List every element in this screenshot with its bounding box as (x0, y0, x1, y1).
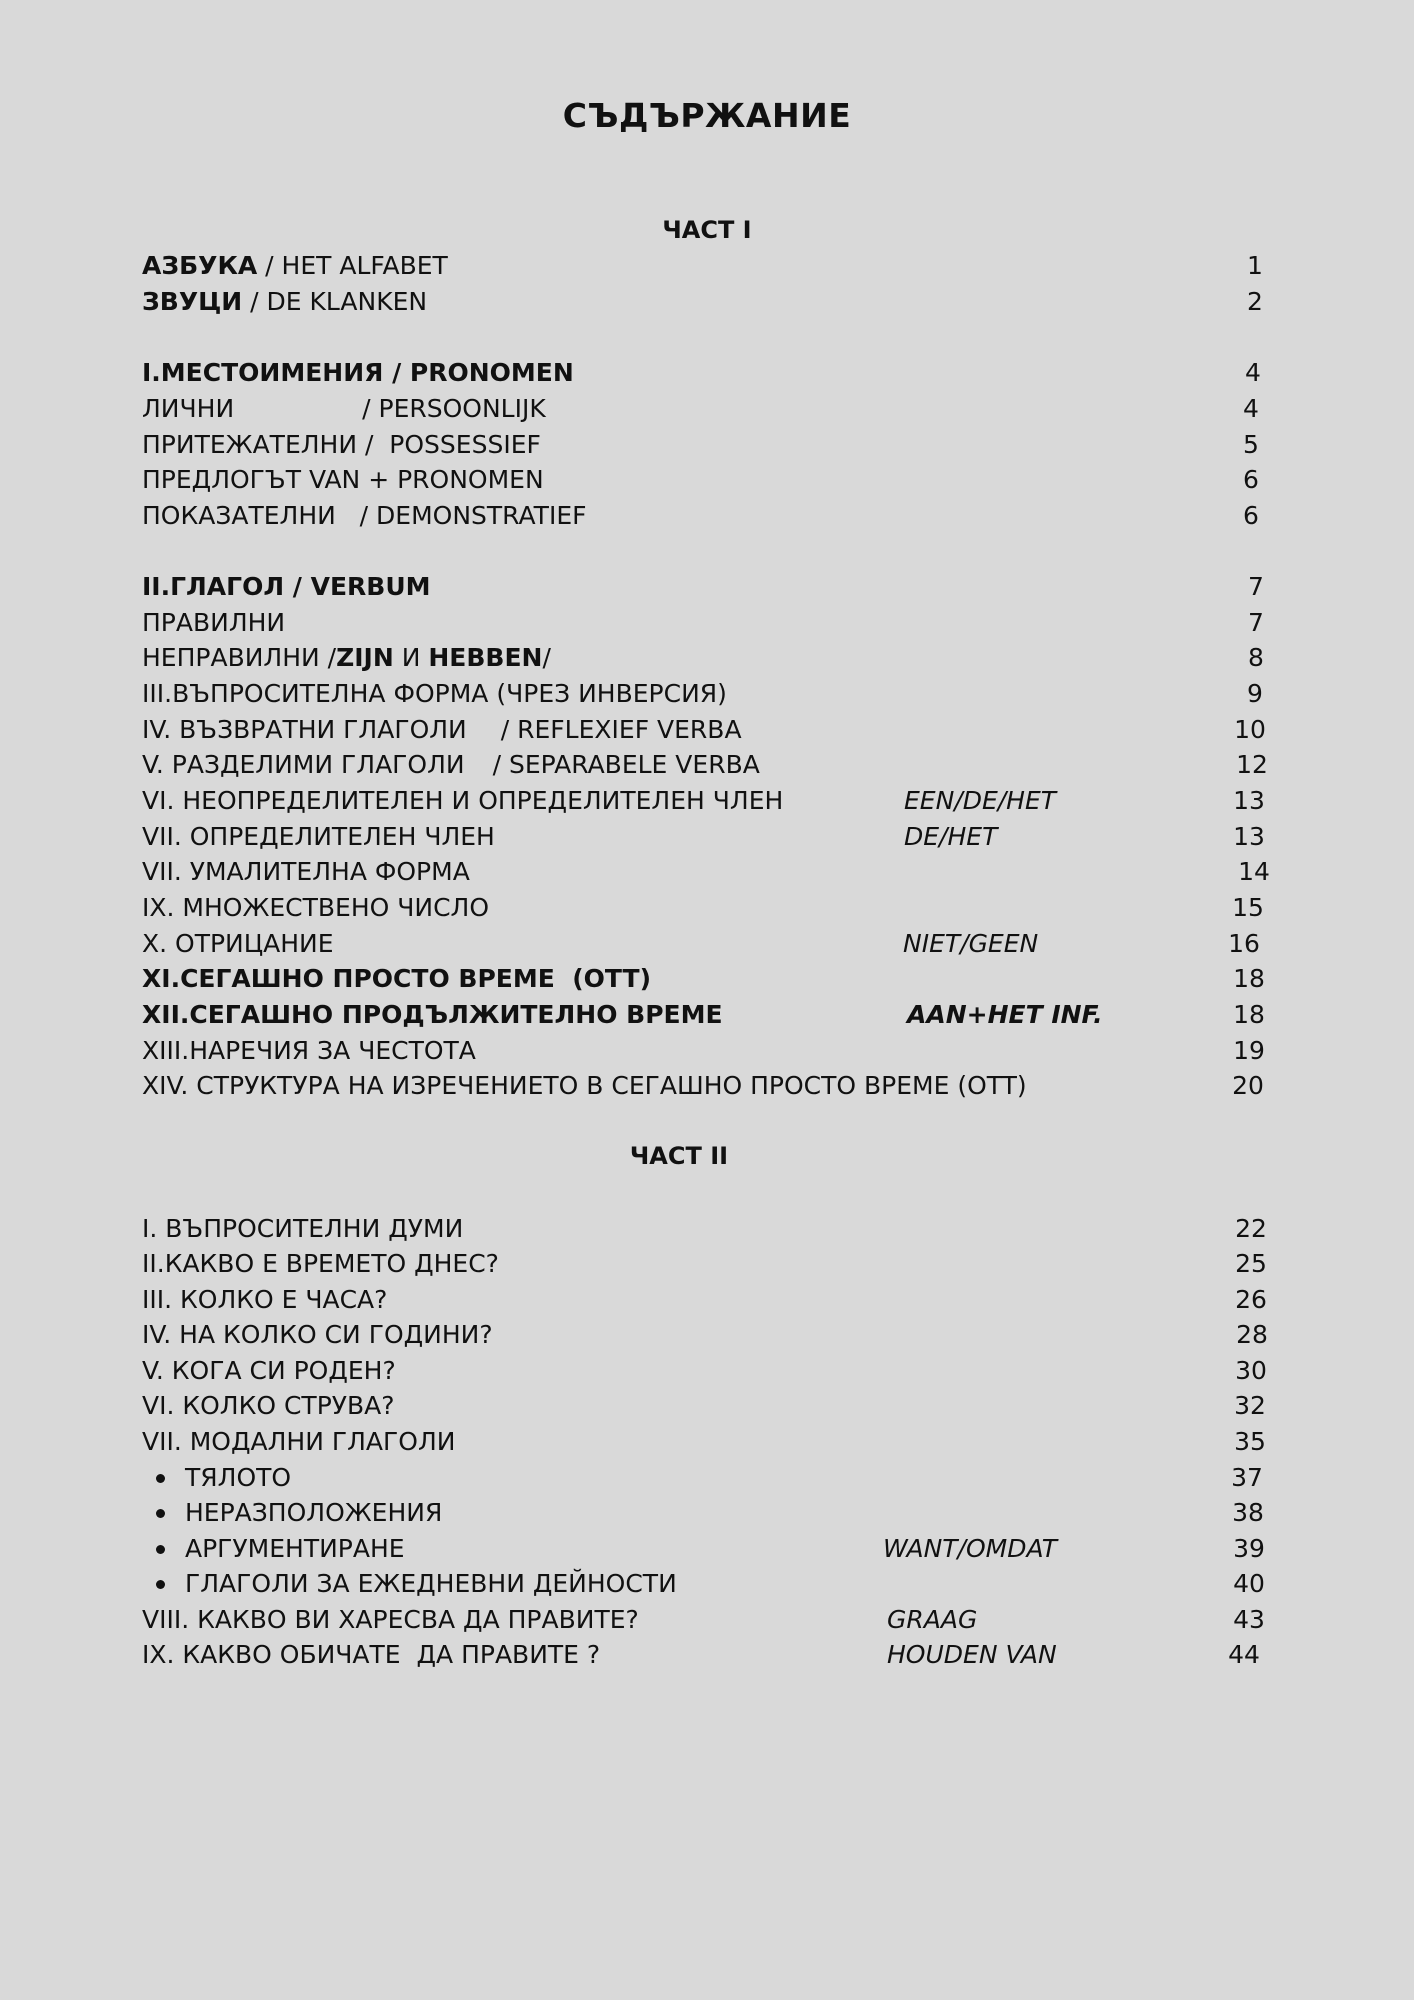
toc-entry-label (142, 356, 574, 390)
bullet-icon (156, 1580, 165, 1589)
toc-entry (142, 1318, 1272, 1352)
toc-entry-text: ПРАВИЛНИ (142, 608, 286, 637)
toc-entry-text: / (542, 643, 551, 672)
toc-entry-text: ТЯЛОТО (185, 1463, 292, 1492)
toc-entry (142, 962, 1272, 996)
toc-entry-page-number: 13 (1233, 786, 1265, 815)
toc-entry (142, 1212, 1272, 1246)
toc-entry-label (142, 748, 760, 782)
toc-entry-note: HOUDEN VAN (887, 1640, 1057, 1669)
toc-entry-page-number: 28 (1236, 1320, 1268, 1349)
toc-entry-text: / PERSOONLIJK (362, 394, 546, 423)
toc-entry-label (142, 891, 489, 925)
toc-entry (142, 1354, 1272, 1388)
toc-entry-text: / DE KLANKEN (242, 287, 428, 316)
toc-entry-label (142, 606, 285, 640)
toc-entry (142, 641, 1272, 675)
toc-entry (142, 748, 1272, 782)
toc-entry-page-number: 7 (1248, 572, 1264, 601)
toc-entry-label (142, 1603, 639, 1637)
toc-entry-label (142, 1389, 395, 1423)
toc-entry-label (142, 1034, 476, 1068)
toc-entry-note: EEN/DE/HET (904, 786, 1057, 815)
toc-entry-page-number: 32 (1234, 1391, 1266, 1420)
toc-entry-label (142, 1247, 499, 1281)
toc-entry (142, 1425, 1272, 1459)
toc-entry-text: АЗБУКА (142, 251, 258, 280)
toc-entry-page-number: 4 (1243, 394, 1259, 423)
toc-entry (142, 1461, 1272, 1495)
toc-entry-text: III.ВЪПРОСИТЕЛНА ФОРМА (ЧРЕЗ ИНВЕРСИЯ) (142, 679, 727, 708)
bullet-icon (156, 1509, 165, 1518)
toc-entry-label (142, 285, 427, 319)
toc-entry-text: X. ОТРИЦАНИЕ (142, 929, 334, 958)
toc-entry-note: AAN+HET INF. (907, 1000, 1103, 1029)
toc-entry (142, 1603, 1272, 1637)
toc-entry-label (142, 428, 541, 462)
toc-entry (142, 1247, 1272, 1281)
toc-entry-page-number: 6 (1243, 501, 1259, 530)
toc-entry (142, 784, 1272, 818)
toc-entry (142, 463, 1272, 497)
toc-entry-label (142, 1069, 1027, 1103)
toc-entry-text: АРГУМЕНТИРАНЕ (185, 1534, 405, 1563)
toc-entry (142, 1069, 1272, 1103)
toc-entry-label (142, 962, 651, 996)
toc-entry-label (142, 677, 727, 711)
toc-entry-text: ПРЕДЛОГЪТ VAN + PRONOMEN (142, 465, 544, 494)
toc-entry (142, 392, 1272, 426)
toc-entry-label (142, 570, 431, 604)
toc-entry-text: VII. МОДАЛНИ ГЛАГОЛИ (142, 1427, 456, 1456)
toc-entry-page-number: 6 (1243, 465, 1259, 494)
toc-entry-label (185, 1532, 405, 1566)
toc-entry-label (142, 1425, 455, 1459)
toc-entry-label (185, 1567, 677, 1601)
toc-entry-label (142, 1318, 493, 1352)
toc-entry-text: IX. МНОЖЕСТВЕНО ЧИСЛО (142, 893, 490, 922)
toc-entry-text: ГЛАГОЛИ ЗА ЕЖЕДНЕВНИ ДЕЙНОСТИ (185, 1569, 677, 1598)
toc-entry-page-number: 26 (1235, 1285, 1267, 1314)
toc-entry-note: WANT/OMDAT (883, 1534, 1058, 1563)
toc-entry-page-number: 25 (1235, 1249, 1267, 1278)
toc-entry-page-number: 30 (1235, 1356, 1267, 1385)
toc-entry-text: XIII.НАРЕЧИЯ ЗА ЧЕСТОТА (142, 1036, 476, 1065)
toc-entry (142, 1567, 1272, 1601)
toc-entry-text: IV. НА КОЛКО СИ ГОДИНИ? (142, 1320, 493, 1349)
toc-entry-label (142, 249, 448, 283)
toc-entry-label (142, 392, 546, 426)
toc-entry (142, 820, 1272, 854)
bullet-icon (156, 1545, 165, 1554)
toc-entry-page-number: 9 (1247, 679, 1263, 708)
toc-entry-text: ZIJN (336, 643, 394, 672)
toc-entry-text: ЗВУЦИ (142, 287, 243, 316)
toc-entry-text: / REFLEXIEF VERBA (500, 715, 742, 744)
toc-entry-page-number: 18 (1233, 964, 1265, 993)
toc-entry-text: VIII. КАКВО ВИ ХАРЕСВА ДА ПРАВИТЕ? (142, 1605, 639, 1634)
toc-entry-text: VII. УМАЛИТЕЛНА ФОРМА (142, 857, 470, 886)
toc-entry-page-number: 39 (1233, 1534, 1265, 1563)
toc-entry (142, 713, 1272, 747)
toc-entry-label (142, 1212, 463, 1246)
toc-entry (142, 606, 1272, 640)
toc-entry-text: ПРИТЕЖАТЕЛНИ / POSSESSIEF (142, 430, 541, 459)
toc-entry-text: IX. КАКВО ОБИЧАТЕ ДА ПРАВИТЕ ? (142, 1640, 601, 1669)
toc-entry-label (142, 1638, 600, 1672)
toc-entry-note: DE/HET (904, 822, 998, 851)
bullet-icon (156, 1474, 165, 1483)
toc-entry-text: ПОКАЗАТЕЛНИ / DEMONSTRATIEF (142, 501, 587, 530)
toc-entry-page-number: 43 (1233, 1605, 1265, 1634)
toc-entry (142, 1496, 1272, 1530)
toc-entry-page-number: 7 (1248, 608, 1264, 637)
toc-entry-label (142, 499, 587, 533)
page-title: СЪДЪРЖАНИЕ (562, 96, 852, 135)
toc-entry (142, 891, 1272, 925)
toc-entry-text: HEBBEN (428, 643, 543, 672)
toc-entry (142, 1532, 1272, 1566)
toc-entry-page-number: 20 (1232, 1071, 1264, 1100)
toc-entry (142, 356, 1272, 390)
toc-entry-page-number: 8 (1248, 643, 1264, 672)
toc-entry-text: III. КОЛКО Е ЧАСА? (142, 1285, 388, 1314)
toc-entry (142, 249, 1272, 283)
toc-entry (142, 855, 1272, 889)
toc-entry (142, 1034, 1272, 1068)
toc-entry-text: I. ВЪПРОСИТЕЛНИ ДУМИ (142, 1214, 464, 1243)
toc-entry-page-number: 44 (1228, 1640, 1260, 1669)
toc-entry-text: I.МЕСТОИМЕНИЯ / PRONOMEN (142, 358, 574, 387)
toc-entry (142, 677, 1272, 711)
toc-entry (142, 499, 1272, 533)
toc-entry-text: XIV. СТРУКТУРА НА ИЗРЕЧЕНИЕТО В СЕГАШНО ПРОСТО ВРЕМЕ (OTT) (142, 1071, 1027, 1100)
toc-entry-page-number: 35 (1234, 1427, 1266, 1456)
toc-entry (142, 927, 1272, 961)
toc-entry-text: II.КАКВО Е ВРЕМЕТО ДНЕС? (142, 1249, 499, 1278)
toc-entry-page-number: 22 (1235, 1214, 1267, 1243)
toc-entry-page-number: 40 (1233, 1569, 1265, 1598)
toc-entry-label (142, 641, 551, 675)
toc-entry-label (142, 713, 742, 747)
toc-entry (142, 285, 1272, 319)
toc-entry-text: VII. ОПРЕДЕЛИТЕЛЕН ЧЛЕН (142, 822, 495, 851)
toc-entry-page-number: 18 (1233, 1000, 1265, 1029)
toc-entry-note: NIET/GEEN (903, 929, 1039, 958)
toc-entry-text: II.ГЛАГОЛ / VERBUM (142, 572, 431, 601)
toc-entry-label (142, 1283, 387, 1317)
toc-entry-label (142, 784, 783, 818)
part-2-heading: ЧАСТ II (629, 1142, 729, 1170)
toc-entry-label (142, 927, 334, 961)
toc-entry-page-number: 14 (1238, 857, 1270, 886)
toc-entry-page-number: 15 (1232, 893, 1264, 922)
part-1-heading: ЧАСТ I (662, 216, 752, 244)
toc-entry-label (185, 1461, 291, 1495)
toc-entry-page-number: 4 (1245, 358, 1261, 387)
toc-entry-page-number: 5 (1243, 430, 1259, 459)
toc-entry-label (142, 998, 723, 1032)
toc-entry (142, 998, 1272, 1032)
toc-entry-text: НЕРАЗПОЛОЖЕНИЯ (185, 1498, 443, 1527)
toc-entry (142, 1389, 1272, 1423)
toc-entry-page-number: 38 (1232, 1498, 1264, 1527)
toc-entry (142, 1638, 1272, 1672)
toc-entry-text: НЕПРАВИЛНИ / (142, 643, 337, 672)
toc-entry-text: XI.СЕГАШНО ПРОСТО ВРЕМЕ (OTT) (142, 964, 651, 993)
toc-entry-page-number: 37 (1231, 1463, 1263, 1492)
toc-entry-page-number: 2 (1247, 287, 1263, 316)
toc-entry-page-number: 13 (1233, 822, 1265, 851)
toc-entry-text: V. РАЗДЕЛИМИ ГЛАГОЛИ (142, 750, 465, 779)
toc-entry-text: XII.СЕГАШНО ПРОДЪЛЖИТЕЛНО ВРЕМЕ (142, 1000, 723, 1029)
toc-entry-page-number: 10 (1234, 715, 1266, 744)
toc-entry-page-number: 1 (1247, 251, 1263, 280)
toc-entry (142, 428, 1272, 462)
toc-entry-label (142, 855, 470, 889)
toc-entry-page-number: 12 (1236, 750, 1268, 779)
toc-entry-page-number: 16 (1228, 929, 1260, 958)
toc-entry-text: VI. НЕОПРЕДЕЛИТЕЛЕН И ОПРЕДЕЛИТЕЛЕН ЧЛЕН (142, 786, 784, 815)
toc-entry-text: VI. КОЛКО СТРУВА? (142, 1391, 395, 1420)
toc-entry-label (142, 820, 495, 854)
toc-entry-label (142, 1354, 396, 1388)
toc-entry-text: IV. ВЪЗВРАТНИ ГЛАГОЛИ (142, 715, 467, 744)
toc-entry-text: V. КОГА СИ РОДЕН? (142, 1356, 396, 1385)
toc-entry-text: И (393, 643, 429, 672)
toc-entry-text: / HET ALFABET (257, 251, 448, 280)
toc-entry (142, 570, 1272, 604)
toc-entry-text: ЛИЧНИ (142, 394, 235, 423)
toc-entry-label (185, 1496, 442, 1530)
toc-entry-note: GRAAG (887, 1605, 978, 1634)
toc-entry-text: / SEPARABELE VERBA (492, 750, 760, 779)
toc-entry-page-number: 19 (1233, 1036, 1265, 1065)
toc-entry (142, 1283, 1272, 1317)
toc-entry-label (142, 463, 544, 497)
